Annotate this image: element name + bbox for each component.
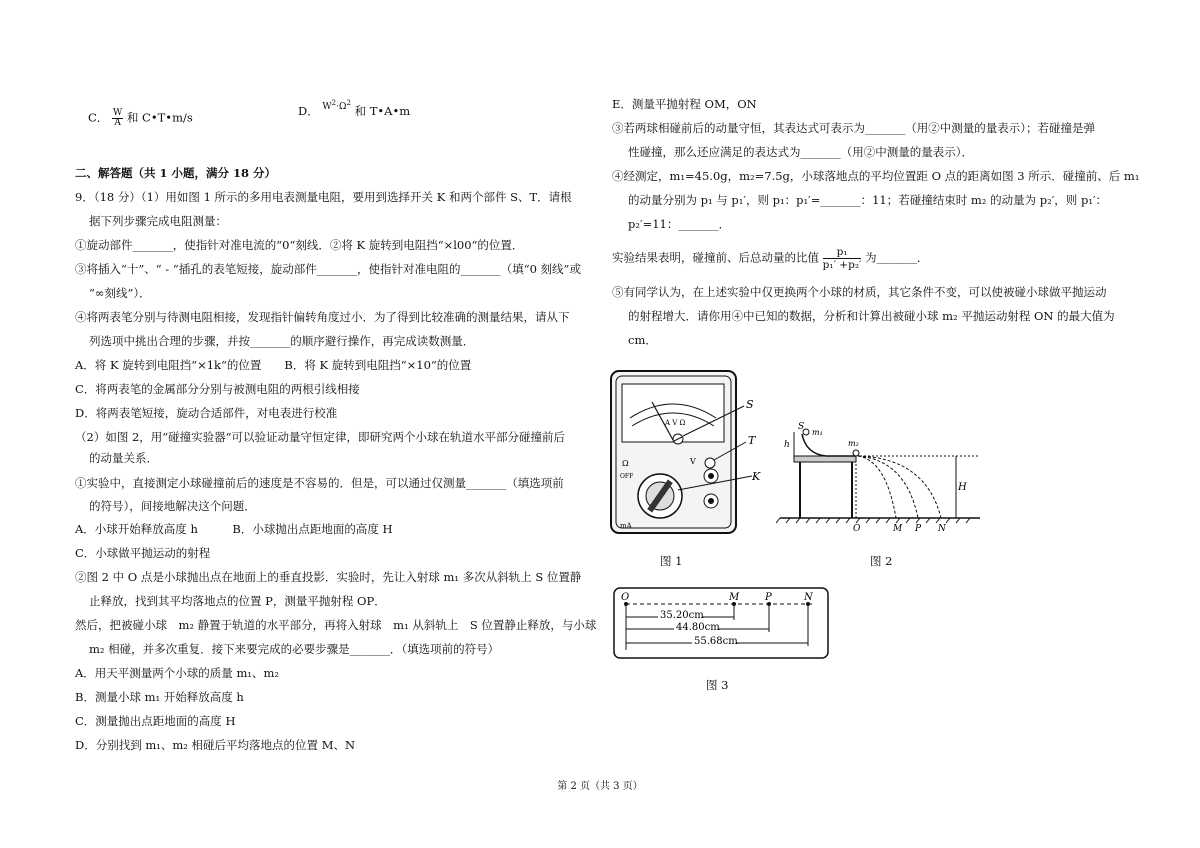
knob-t	[705, 458, 715, 468]
dial-label: A V Ω	[665, 419, 686, 427]
momentum-ratio-line	[612, 246, 928, 271]
label-o: O	[853, 524, 861, 534]
option-d-label: D．	[298, 104, 319, 118]
terminal-plus-hole	[708, 473, 714, 479]
text-line: m₂ 相碰，并多次重复．接下来要完成的必要步骤是_______．（填选项前的符号）	[89, 642, 500, 656]
trajectory-m	[858, 456, 896, 518]
option-c-fraction	[112, 109, 123, 128]
ohm-label: Ω	[622, 459, 629, 468]
label-m: M	[729, 592, 740, 603]
figure-3-caption: 图 3	[706, 678, 729, 692]
text-line: A．用天平测量两个小球的质量 m₁、m₂	[75, 666, 279, 680]
text-line: ③若两球相碰前后的动量守恒，其表达式可表示为_______（用②中测量的量表示）；若碰撞是弹	[612, 121, 1095, 135]
text-line: ②图 2 中 O 点是小球抛出点在地面上的垂直投影．实验时，先让入射球 m₁ 多次从斜轨上 S 位置静	[75, 570, 582, 584]
label-m2: m₂	[848, 439, 859, 448]
frac-den: A	[114, 118, 121, 128]
text-line: 列选项中挑出合理的步骤，并按_______的顺序避行操作，再完成读数测量．	[89, 334, 475, 348]
distance-op: 44.80cm	[676, 622, 720, 633]
figure-2-caption: 图 2	[870, 554, 893, 568]
text-line: 的动量关系．	[89, 451, 158, 465]
label-s: S	[746, 398, 754, 411]
option-c	[88, 109, 193, 128]
trajectory-n	[858, 456, 941, 518]
text-line: ③将插入“十”、“ - “插孔的表笔短接，旋动部件_______，使指针对准电阻的_______（填“0 刻线”或	[75, 262, 581, 276]
text-line: 性碰撞，那么还应满足的表达式为_______（用②中测量的量表示）．	[628, 145, 973, 159]
label-n: N	[938, 524, 946, 534]
text-line: B．测量小球 m₁ 开始释放高度 h	[75, 690, 244, 704]
text-line: D．分别找到 m₁、m₂ 相碰后平均落地点的位置 M、N	[75, 738, 356, 752]
multimeter-figure	[608, 368, 768, 538]
text-line: C．将两表笔的金属部分分别与被测电阻的两根引线相接	[75, 382, 360, 396]
frac-num: W	[112, 108, 123, 118]
ratio-blank: 为_______．	[865, 250, 929, 265]
figure-1-caption: 图 1	[660, 554, 683, 568]
distance-om: 35.20cm	[660, 610, 704, 621]
table-top	[794, 456, 856, 462]
terminal-minus-hole	[708, 498, 714, 504]
text-line: 然后，把被碰小球 m₂ 静置于轨道的水平部分，再将入射球 m₁ 从斜轨上 S 位置静止释放，与小球	[75, 618, 597, 632]
text-line: A．将 K 旋转到电阻挡“×1k“的位置 B．将 K 旋转到电阻挡“×10“的位置	[75, 358, 472, 372]
label-H: H	[958, 482, 967, 493]
text-line: C．测量抛出点距地面的高度 H	[75, 714, 236, 728]
frac-num: p₁	[823, 246, 862, 259]
text-line: E．测量平抛射程 OM，ON	[612, 97, 757, 111]
text-line: ⑤有同学认为，在上述实验中仅更换两个小球的材质，其它条件不变，可以使被碰小球做平抛运动	[612, 285, 1107, 299]
label-t: T	[748, 434, 756, 447]
ball-m2	[853, 450, 859, 456]
text-line: cm．	[628, 333, 657, 347]
label-k: K	[752, 470, 761, 483]
ratio-text: 实验结果表明，碰撞前、后总动量的比值	[612, 250, 819, 265]
distance-on: 55.68cm	[694, 636, 738, 647]
text-line: 9．（18 分）（1）用如图 1 所示的多用电表测量电阻，要用到选择开关 K 和两个部件 S、T．请根	[75, 190, 572, 204]
text-line: （2）如图 2，用“碰撞实验器“可以验证动量守恒定律，即研究两个小球在轨道水平部分碰撞前后	[75, 430, 566, 444]
option-d-formula: W2·Ω2	[322, 99, 351, 112]
text-line: 的动量分别为 p₁ 与 p₁′，则 p₁：p₁′=_______：11；若碰撞结束时 m₂ 的动量为 p₂′，则 p₁′：	[628, 193, 1108, 207]
ma-label: mA	[620, 522, 632, 530]
text-line: “∞刻线”）．	[89, 286, 151, 300]
text-line: ①旋动部件_______，使指针对准电流的“0“刻线．②将 K 旋转到电阻挡“×l00“的位置．	[75, 238, 524, 252]
text-line: ④将两表笔分别与待测电阻相接，发现指针偏转角度过小．为了得到比较准确的测量结果，请从下	[75, 310, 570, 324]
text-line: p₂′=11：_______．	[628, 217, 731, 231]
label-o: O	[621, 592, 630, 603]
label-m1: m₁	[812, 428, 823, 437]
label-n: N	[804, 592, 813, 603]
option-d	[298, 99, 411, 120]
frac-den: p₁′ +p₂′	[822, 259, 862, 271]
ratio-fraction	[823, 246, 862, 271]
label-p: P	[765, 592, 772, 603]
text-line: ④经测定，m₁=45.0g，m₂=7.5g，小球落地点的平均位置距 O 点的距离如图 3 所示．碰撞前、后 m₁	[612, 169, 1140, 183]
page-footer: 第 2 页（共 3 页）	[557, 781, 643, 792]
label-h: h	[784, 440, 790, 450]
text-line: ①实验中，直接测定小球碰撞前后的速度是不容易的．但是，可以通过仅测量_______（填选项前	[75, 476, 564, 490]
text-line: 止释放，找到其平均落地点的位置 P，测量平抛射程 OP．	[89, 594, 386, 608]
text-line: D．将两表笔短接，旋动合适部件，对电表进行校准	[75, 406, 338, 420]
figure-3-frame	[614, 588, 828, 658]
option-d-text: 和 T•A•m	[354, 104, 411, 118]
label-s: S	[798, 422, 805, 432]
option-c-label: C．	[88, 110, 109, 125]
label-p: P	[915, 524, 922, 534]
distance-figure	[612, 586, 832, 662]
off-label: OFF	[620, 473, 634, 480]
section-heading: 二、解答题（共 1 小题，满分 18 分）	[75, 166, 277, 180]
text-line: 的符号），间接地解决这个问题．	[89, 499, 256, 513]
volt-label: V	[690, 457, 696, 466]
collision-apparatus-figure	[776, 418, 984, 538]
text-line: 的射程增大．请你用④中已知的数据，分析和计算出被碰小球 m₂ 平抛运动射程 ON 的最大值为	[628, 309, 1115, 323]
option-c-text: 和 C•T•m/s	[126, 110, 193, 125]
label-m: M	[893, 524, 903, 534]
text-line: C．小球做平抛运动的射程	[75, 546, 211, 560]
text-line: 据下列步骤完成电阻测量：	[89, 214, 227, 228]
text-line: A．小球开始释放高度 h B．小球抛出点距地面的高度 H	[75, 522, 393, 536]
